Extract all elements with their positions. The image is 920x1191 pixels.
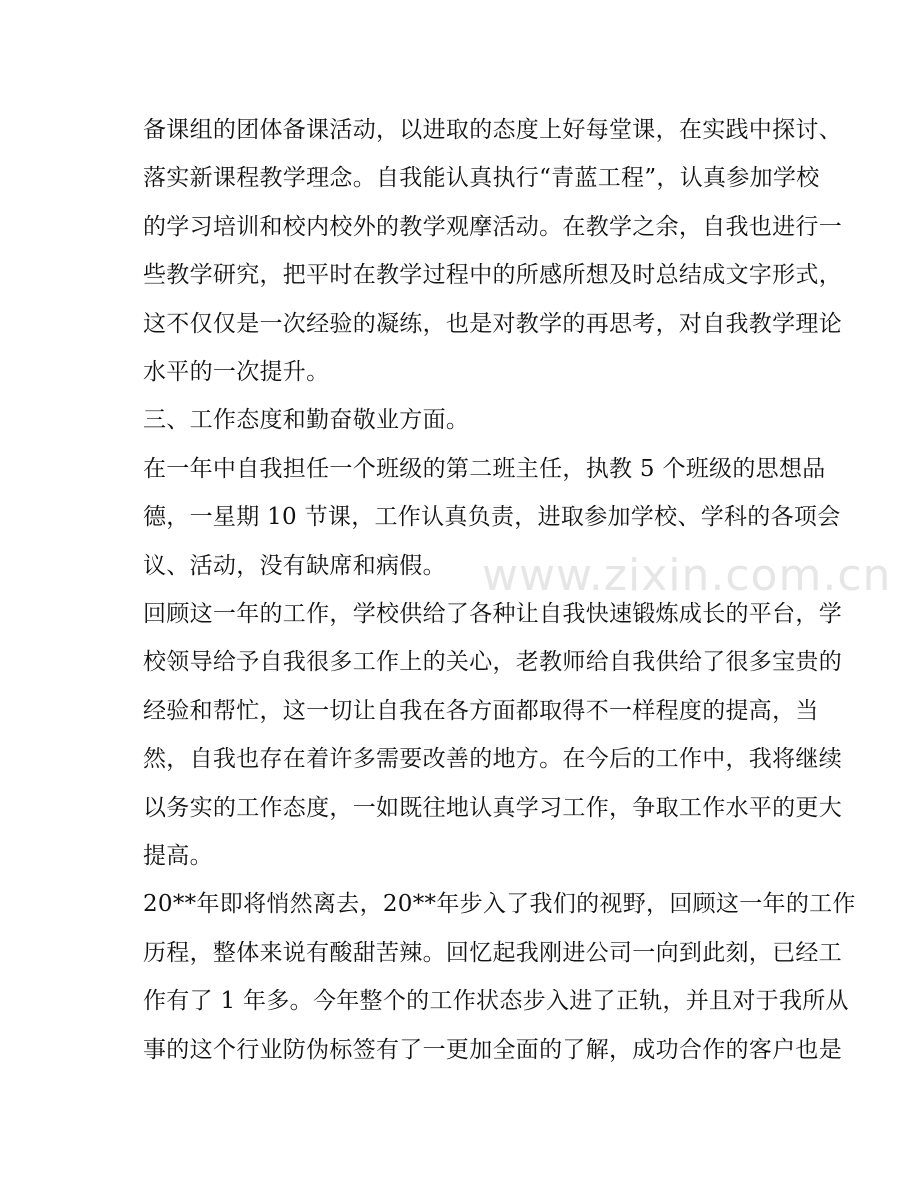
text-line-9: 德，一星期 10 节课，工作认真负责，进取参加学校、学科的各项会	[143, 504, 841, 530]
text-line-11: 回顾这一年的工作，学校供给了各种让自我快速锻炼成长的平台，学	[143, 601, 842, 627]
text-line-13: 经验和帮忙，这一切让自我在各方面都取得不一样程度的提高，当	[143, 698, 819, 724]
text-line-6: 水平的一次提升。	[143, 359, 330, 385]
text-line-18: 历程，整体来说有酸甜苦辣。回忆起我刚进公司一向到此刻，已经工	[143, 940, 842, 966]
section-heading: 三、工作态度和勤奋敬业方面。	[143, 407, 470, 433]
text-line-15: 以务实的工作态度，一如既往地认真学习工作，争取工作水平的更大	[143, 795, 842, 821]
text-line-4: 些教学研究，把平时在教学过程中的所感所想及时总结成文字形式，	[143, 262, 842, 288]
text-line-3: 的学习培训和校内校外的教学观摩活动。在教学之余，自我也进行一	[143, 214, 842, 240]
text-line-20: 事的这个行业防伪标签有了一更加全面的了解，成功合作的客户也是	[143, 1037, 842, 1063]
text-line-16: 提高。	[143, 843, 213, 869]
text-line-19: 作有了 1 年多。今年整个的工作状态步入进了正轨，并且对于我所从	[143, 988, 849, 1014]
text-line-10: 议、活动，没有缺席和病假。	[143, 553, 446, 579]
text-line-12: 校领导给予自我很多工作上的关心，老教师给自我供给了很多宝贵的	[143, 649, 842, 675]
text-line-1: 备课组的团体备课活动，以进取的态度上好每堂课，在实践中探讨、	[143, 117, 842, 143]
text-line-8: 在一年中自我担任一个班级的第二班主任，执教 5 个班级的思想品	[143, 456, 826, 482]
text-line-5: 这不仅仅是一次经验的凝练，也是对教学的再思考，对自我教学理论	[143, 311, 842, 337]
watermark: www.zixin.com.cn	[482, 550, 892, 601]
text-line-14: 然，自我也存在着许多需要改善的地方。在今后的工作中，我将继续	[143, 746, 842, 772]
text-line-17: 20**年即将悄然离去，20**年步入了我们的视野，回顾这一年的工作	[143, 891, 856, 917]
text-line-2: 落实新课程教学理念。自我能认真执行“青蓝工程”，认真参加学校	[143, 165, 820, 191]
